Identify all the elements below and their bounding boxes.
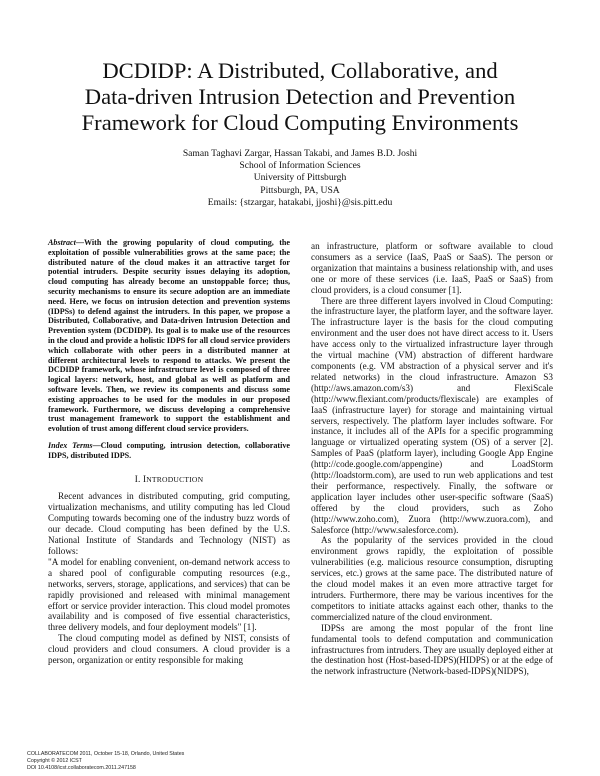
author-location: Pittsburgh, PA, USA [260, 184, 340, 196]
right-paragraph-1: an infrastructure, platform or software available to cloud consumers as a service (IaaS, PaaS or SaaS). The person or organization that maintains a business relationship with, and uses one or more of these services (i.e. IaaS, PaaS or SaaS) from cloud providers, is a cloud consumer [1]. [311, 241, 553, 295]
right-column [311, 241, 553, 677]
footer-doi: DOI 10.4108/icst.collaboratecom.2011.247158 [27, 765, 136, 772]
abstract [48, 238, 290, 434]
author-block [60, 148, 540, 209]
intro-paragraph-1: Recent advances in distributed computing, grid computing, virtualization mechanisms, and utility computing has led Cloud Computing towards becoming one of the industry buzz words of our decade. Cloud computing has been defined by the U.S. National Institute of Standards and Technology (NIST) as follows: [48, 491, 290, 556]
author-emails: Emails: {stzargar, hatakabi, jjoshi}@sis.pitt.edu [207, 196, 393, 208]
title-line-3: Framework for Cloud Computing Environments [81, 110, 519, 135]
footer-conference: COLLABORATECOM 2011, October 15-18, Orlando, United States [27, 751, 185, 757]
section-numeral: I. I [134, 473, 147, 484]
left-column [48, 238, 290, 666]
index-terms-lead: Index Terms [48, 440, 93, 450]
section-heading-introduction [48, 474, 290, 486]
copyright-footer [27, 751, 184, 772]
index-terms-body: —Cloud computing, intrusion detection, collaborative IDPS, distributed IDPS. [48, 440, 291, 460]
right-paragraph-3: As the popularity of the services provided in the cloud environment grows rapidly, the exploitation of possible vulnerabilities (e.g. malicious resource consumption, disrupting services, etc.) grows at the same pace. The distributed nature of the cloud model makes it an even more attractive target for intruders. Furthermore, there may be various incentives for the competitors to initiate attacks against each other, thanks to the commercialized nature of the cloud environment. [311, 535, 553, 622]
author-university: University of Pittsburgh [253, 172, 347, 184]
abstract-body: —With the growing popularity of cloud computing, the exploitation of possible vulnerabilities grows at the same pace; the distributed nature of the cloud makes it an attractive target for potential intruders. Despite security issues delaying its adoption, cloud computing has already become an unstoppable force; thus, security mechanisms to ensure its secure adoption are an immediate need. Here, we focus on intrusion detection and prevention systems (IDPSs) to defend against the intruders. In this paper, we propose a Distributed, Collaborative, and Data-driven Intrusion Detection and Prevention system (DCDIDP). Its goal is to make use of the resources in the cloud and provide a holistic IDPS for all cloud service providers which collaborate with other peers in a distributed manner at different architectural levels to respond to attacks. We present the DCDIDP framework, whose infrastructure level is composed of three logical layers: network, host, and global as well as platform and software levels. Then, we review its components and discuss some existing approaches to be used for the modules in our proposed framework. Furthermore, we discuss developing a comprehensive trust management framework to support the establishment and evolution of trust among different cloud service providers. [48, 238, 290, 434]
author-school: School of Information Sciences [239, 160, 361, 172]
footer-copyright: Copyright © 2012 ICST [27, 758, 82, 765]
paper-title [40, 58, 560, 136]
index-terms [48, 441, 290, 461]
right-paragraph-4: IDPSs are among the most popular of the front line fundamental tools to defend computation and communication infrastructures from intruders. They are usually deployed either at the destination host (Host-based-IDPS)(HIDPS) or at the edge of the network infrastructure (Network-based-IDPS)(NIDPS), [311, 622, 553, 677]
title-line-2: Data-driven Intrusion Detection and Prevention [84, 84, 516, 109]
author-names: Saman Taghavi Zargar, Hassan Takabi, and James B.D. Joshi [182, 148, 418, 159]
intro-paragraph-2: The cloud computing model as defined by NIST, consists of cloud providers and cloud consumers. A cloud provider is a person, organization or entity responsible for making [48, 633, 290, 666]
section-title: NTRODUCTION [146, 474, 204, 484]
title-line-1: DCDIDP: A Distributed, Collaborative, and [102, 58, 498, 83]
right-paragraph-2: There are three different layers involved in Cloud Computing: the infrastructure layer, the platform layer, and the software layer. The infrastructure layer is the basis for the cloud computing environment and the user does not have direct access to it. Users have access only to the virtualized infrastructure layer through the virtual machine (VM) abstraction of different hardware components (e.g. VM abstraction of a physical server and it's related networks) in the cloud infrastructure. Amazon S3 (http://aws.amazon.com/s3) and FlexiScale (http://www.flexiant.com/products/flexiscale) are examples of IaaS (infrastructure layer) for storage and maintaining virtual servers, respectively. The platform layer includes software. For instance, it includes all of the APIs for a specific programming language or virtualized operating system (OS) of a server [2]. Samples of PaaS (platform layer), including Google App Engine (http://code.google.com/appengine) and LoadStorm (http://loadstorm.com), are used to run web applications and test their performance, respectively. Finally, the software or application layer includes other user-specific software (SaaS) offered by the cloud providers, such as Zoho (http://www.zoho.com), Zuora (http://www.zuora.com), and Salesforce (http://www.salesforce.com). [311, 295, 553, 535]
nist-definition-quote: "A model for enabling convenient, on-demand network access to a shared pool of configurable computing resources (e.g., networks, servers, storage, applications, and services) that can be rapidly provisioned and released with minimal management effort or service provider interaction. This cloud model promotes availability and is composed of five essential characteristics, three delivery models, and four deployment models" [1]. [48, 556, 290, 633]
abstract-lead: Abstract [48, 238, 76, 247]
